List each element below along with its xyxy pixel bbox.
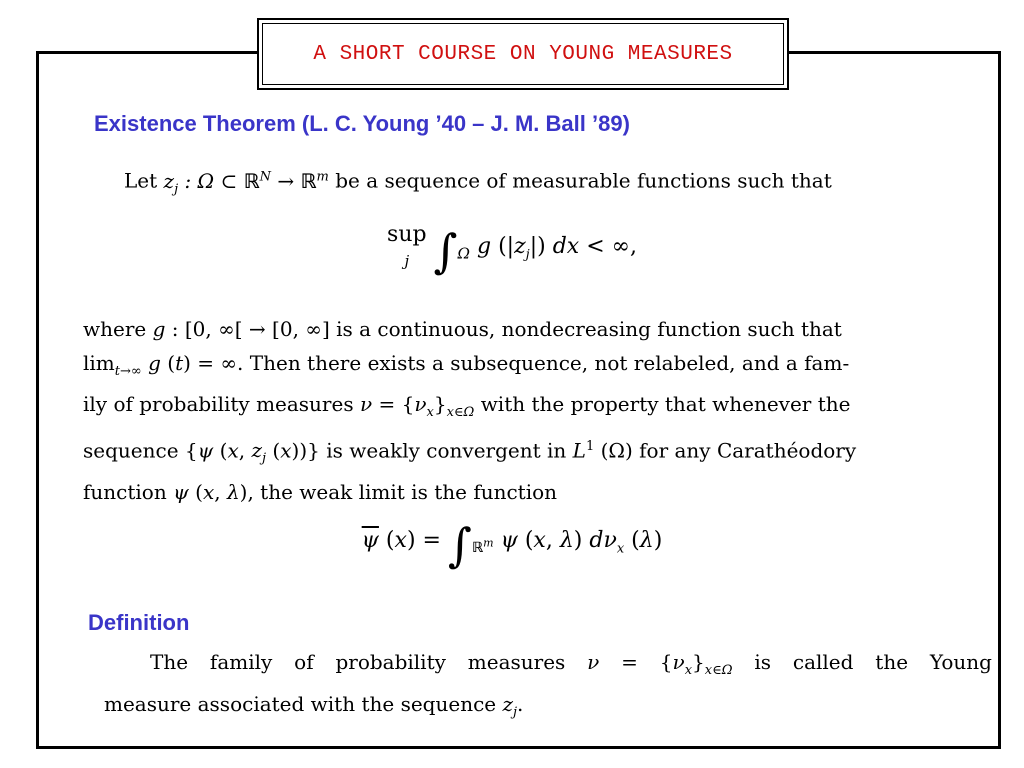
- definition-measure: measure associated with the sequence: [104, 691, 497, 716]
- body-then: . Then there exists a subsequence, not relabeled, and a fam-: [237, 350, 850, 375]
- definition-family: The family of probability measures: [150, 650, 566, 674]
- body-where: where: [83, 317, 147, 341]
- body-weak-limit: , the weak limit is the function: [247, 479, 558, 504]
- weak-limit-formula: $\overline{\psi}$ $(x) = \int_{ℝ^m}$ ψ (x, λ) $d\nu_x$ (λ): [361, 518, 663, 572]
- body-function: function: [83, 479, 167, 504]
- body-family: ily of probability measures: [83, 392, 354, 416]
- theorem-intro: [124, 160, 974, 206]
- body-weakly: is weakly convergent in: [326, 438, 567, 463]
- definition-heading: Definition: [88, 610, 190, 635]
- body-property: with the property that whenever the: [480, 392, 851, 416]
- theorem-body: where g : [0, ∞[ → [0, ∞] is a continuous, nondecreasing function such that $\lim_{t\to\infty} g$ (t) = ∞. Then there exists a subsequence, not relabeled, and a fam- ily of probability measures $\nu = \{\nu_x\}_{x\in\Omega}$ with the property that whenever the sequence {ψ (x, $z_j$ (x))} is weakly convergent in $L^1$ (Ω) for any Carathéodory function ψ (x, λ), the weak limit is the function: [83, 317, 857, 504]
- definition-called: is called the Young: [754, 650, 992, 674]
- body-sequence: sequence: [83, 438, 179, 463]
- theorem-heading: Existence Theorem (L. C. Young ’40 – J. M. Ball ’89): [94, 111, 630, 136]
- intro-tail: be a sequence of measurable functions such that: [335, 168, 832, 193]
- intro-formula: $z_j$ : Ω ⊂ ℝ$^N$ → ℝ$^m$: [163, 168, 329, 197]
- title-box: [257, 18, 789, 90]
- body-continuous: is a continuous, nondecreasing function such that: [336, 317, 842, 341]
- slide-title: A SHORT COURSE ON YOUNG MEASURES: [262, 23, 784, 85]
- definition-body: The family of probability measures $\nu = \{\nu_x\}_{x\in\Omega}$ is called the Young measure associated with the sequence $z_j$.: [104, 650, 992, 720]
- sup-integral-formula: sup j $\int_\Omega$ g $(|z_j|)$ dx < ∞,: [387, 222, 637, 278]
- intro-lead: Let: [124, 168, 158, 193]
- body-caratheodory: for any Carathéodory: [639, 438, 857, 463]
